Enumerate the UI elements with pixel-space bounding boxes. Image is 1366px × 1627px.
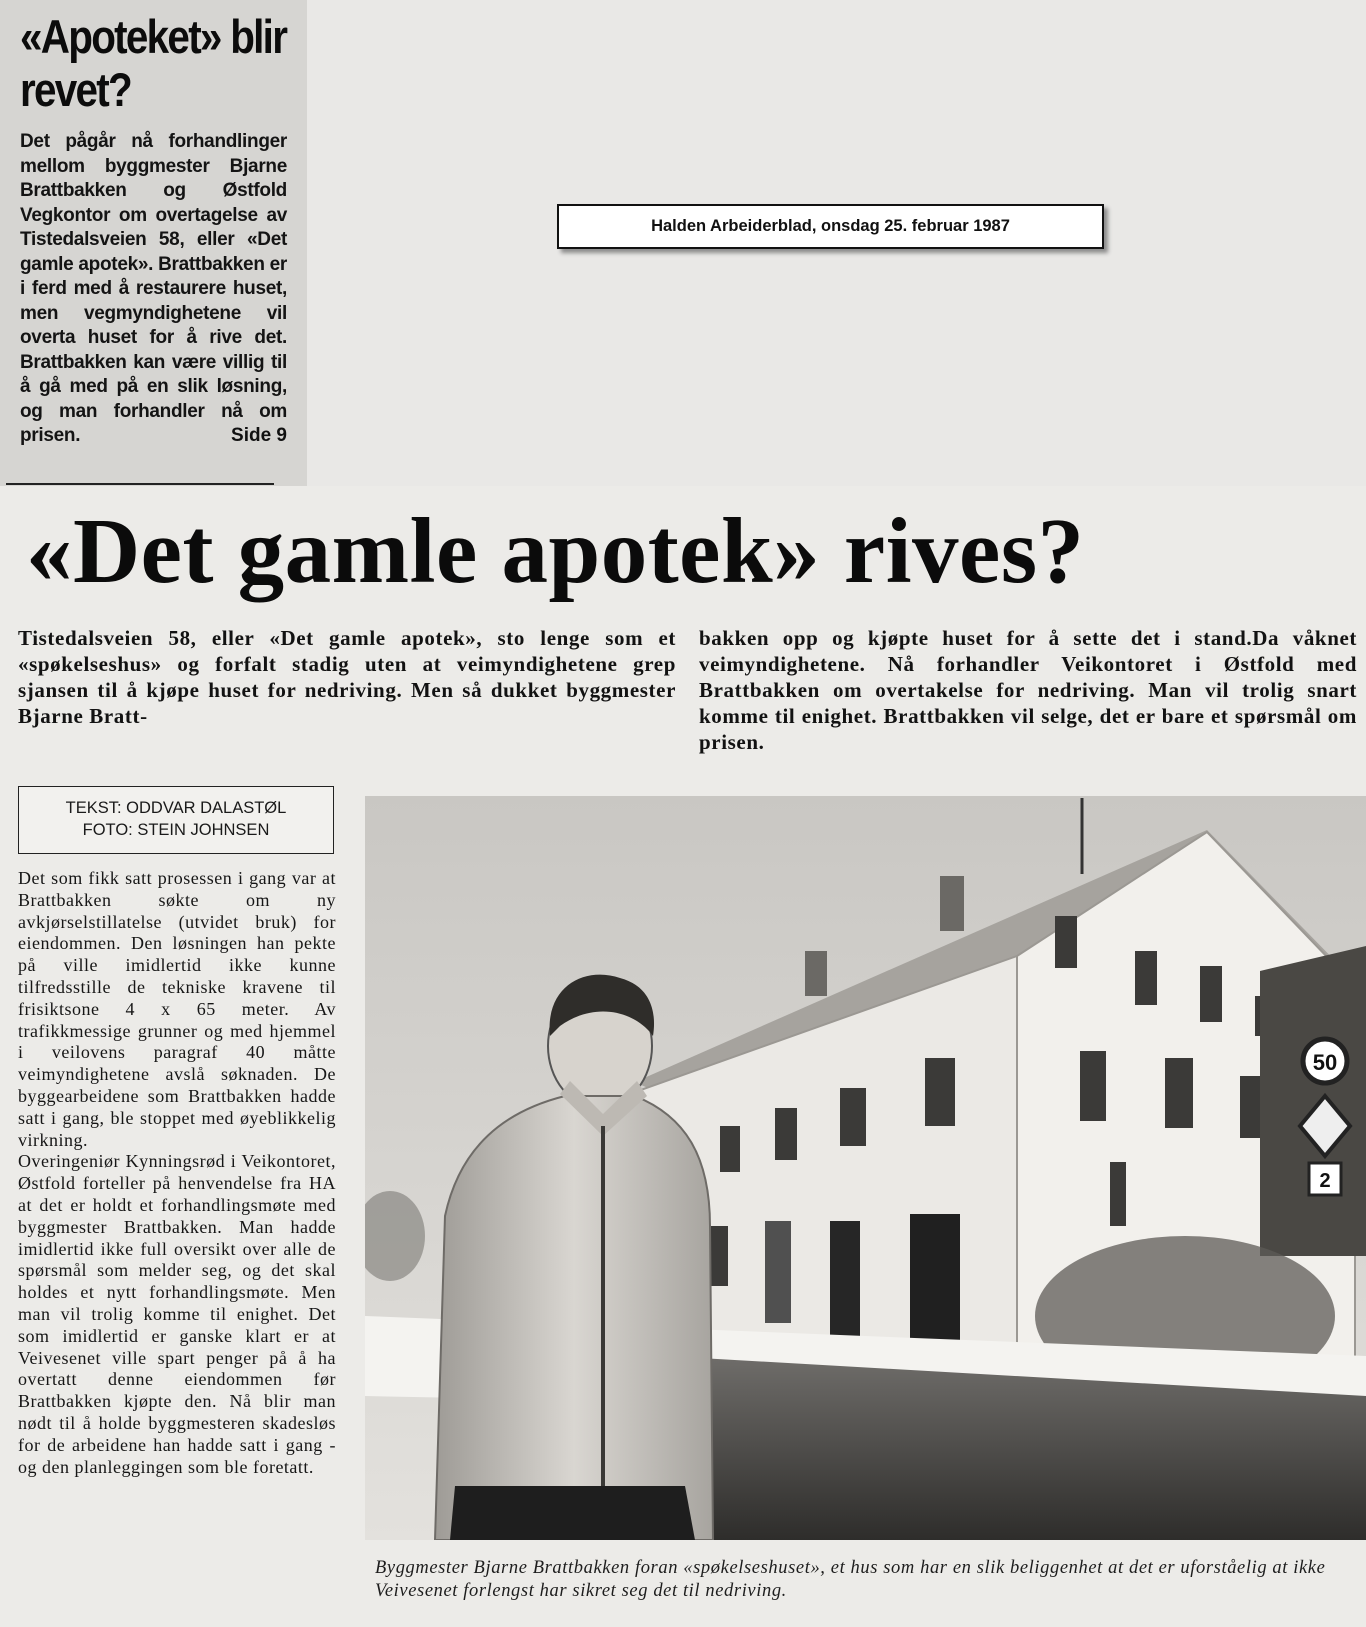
teaser-divider (6, 483, 274, 485)
man-jacket (435, 1096, 713, 1540)
photo-illustration (365, 796, 1366, 1540)
article-photo (365, 796, 1366, 1540)
dateline-box (557, 204, 1104, 249)
small-sign-number: 2 (1319, 1170, 1331, 1192)
teaser-headline: «Apoteket» blir revet? (20, 10, 287, 116)
article (0, 486, 1366, 1627)
chimney-left (805, 951, 827, 996)
chimney-right (940, 876, 964, 931)
house-door-1 (765, 1221, 791, 1323)
article-lead-col2: bakken opp og kjøpte huset for å sette det i stand.Da våknet veimyndighetene. Nå forhandler Veikontoret i Østfold med Brattbakken om overtakelse for nedriving. Man vil trolig snart komme til enighet. Brattbakken vil selge, det er bare et spørsmål om prisen. (699, 626, 1357, 754)
neighbour-building (1260, 946, 1366, 1256)
house-door-3 (910, 1214, 960, 1349)
byline-photo: FOTO: STEIN JOHNSEN (82, 821, 270, 839)
article-paragraph-2: Overingeniør Kynningsrød i Veikontoret, Østfold forteller på henvendelse fra HA at det er holdt et forhandlingsmøte med byggmester Brattbakken. Man hadde imidlertid ikke full oversikt over alle de spørsmål som melder seg, og det skal holdes et nytt forhandlingsmøte. Men man vil trolig komme til enighet. Det som imidlertid er ganske klart er at Veivesenet ville spart penger på å ha overtatt denne eiendommen før Brattbakken kjøpte den. Nå blir man nødt til å holde byggmesteren skadesløs for de arbeidene han hadde satt i gang - og den planleggingen som ble foretatt. (18, 1151, 336, 1477)
article-headline: «Det gamle apotek» rives? (26, 500, 1085, 603)
dateline-text: Halden Arbeiderblad, onsdag 25. februar 1987 (651, 217, 1010, 235)
article-paragraph-1: Det som fikk satt prosessen i gang var at Brattbakken søkte om ny avkjørselstillatelse (utvidet bruk) for eiendommen. Den løsningen han pekte på ville imidlertid ikke kunne tilfredsstille de tekniske kravene til frisiktsone 4 x 65 meter. Av trafikkmessige grunner og med hjemmel i veilovens paragraf 40 måtte veimyndighetene avslå søknaden. De byggearbeidene som Brattbakken hadde satt i gang, ble stoppet med øyeblikkelig virkning. (18, 868, 336, 1150)
article-lead-col1: Tistedalsveien 58, eller «Det gamle apotek», sto lenge som et «spøkelseshus» og forfalt stadig uten at veimyndighetene grep sjansen til å kjøpe huset for nedriving. Men så dukket byggmester Bjarne Bratt- (18, 626, 676, 728)
article-body (18, 868, 336, 1478)
teaser-page-ref: Side 9 (231, 424, 287, 446)
speed-sign-number: 50 (1312, 1050, 1338, 1075)
teaser-box (0, 0, 307, 486)
man-trousers (450, 1486, 695, 1540)
byline-box (18, 786, 334, 854)
house-door-2 (830, 1221, 860, 1346)
teaser-body: Det pågår nå forhandlinger mellom byggmester Bjarne Brattbakken og Østfold Vegkontor om overtagelse av Tistedalsveien 58, eller «Det gamle apotek». Brattbakken er i ferd med å restaurere huset, men vegmyndighetene vil overta huset for å rive det. Brattbakken kan være villig til å gå med på en slik løsning, og man forhandler nå om prisen. (20, 131, 287, 446)
photo-caption: Byggmester Bjarne Brattbakken foran «spøkelseshuset», et hus som har en slik beliggenhet at det er uforståelig at ikke Veivesenet forlengst har sikret seg det til nedriving. (375, 1558, 1326, 1601)
byline-text: TEKST: ODDVAR DALASTØL (65, 799, 287, 817)
